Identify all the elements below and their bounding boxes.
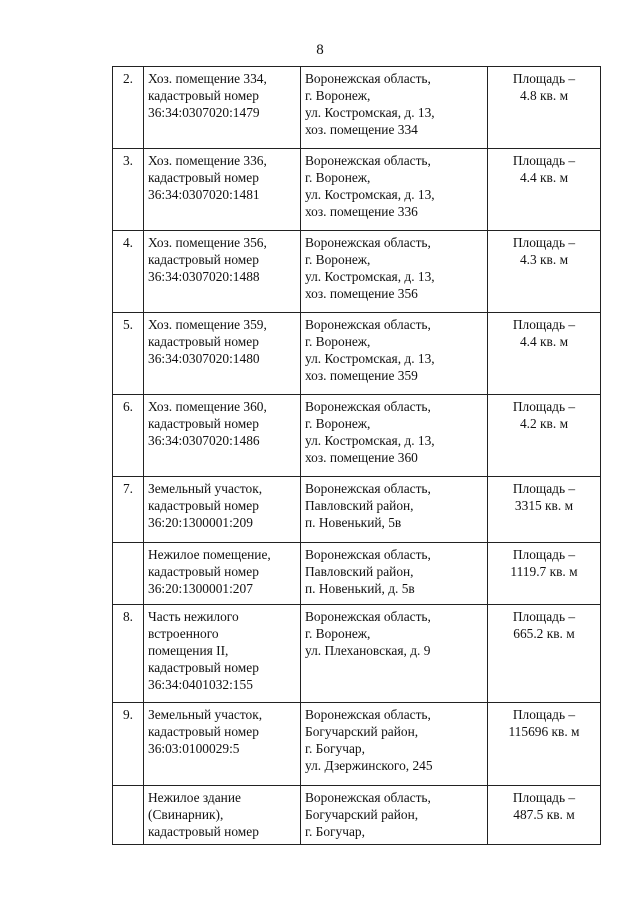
object-line: кадастровый номер xyxy=(148,824,259,839)
object-cell xyxy=(144,149,301,231)
object-line: кадастровый номер xyxy=(148,498,259,513)
address-line: хоз. помещение 359 xyxy=(305,368,418,383)
address-line: Воронежская область, xyxy=(305,547,431,562)
table-row xyxy=(113,786,601,845)
address-line: Воронежская область, xyxy=(305,71,431,86)
object-line: встроенного xyxy=(148,626,219,641)
area-cell xyxy=(488,313,601,395)
area-cell xyxy=(488,395,601,477)
object-line: Нежилое здание xyxy=(148,790,241,805)
object-line: 36:20:1300001:209 xyxy=(148,515,253,530)
address-cell xyxy=(301,605,488,703)
row-number-cell: 6. xyxy=(113,395,144,477)
area-line: 4.4 кв. м xyxy=(519,170,569,185)
area-line: 487.5 кв. м xyxy=(513,807,575,822)
object-cell xyxy=(144,543,301,605)
object-line: кадастровый номер xyxy=(148,724,259,739)
object-line: кадастровый номер xyxy=(148,564,259,579)
property-table xyxy=(112,66,601,845)
row-number-cell: 5. xyxy=(113,313,144,395)
address-line: Павловский район, xyxy=(305,498,414,513)
address-line: г. Богучар, xyxy=(305,824,365,839)
address-line: Воронежская область, xyxy=(305,317,431,332)
area-cell xyxy=(488,605,601,703)
object-line: Хоз. помещение 359, xyxy=(148,317,267,332)
address-line: г. Воронеж, xyxy=(305,252,371,267)
object-line: Земельный участок, xyxy=(148,707,263,722)
address-line: г. Воронеж, xyxy=(305,170,371,185)
address-line: г. Воронеж, xyxy=(305,334,371,349)
area-line: 4.3 кв. м xyxy=(519,252,569,267)
area-line: Площадь – xyxy=(512,317,576,332)
area-line: 4.8 кв. м xyxy=(519,88,569,103)
object-line: Земельный участок, xyxy=(148,481,263,496)
area-line: Площадь – xyxy=(512,790,576,805)
area-line: Площадь – xyxy=(512,481,576,496)
address-line: ул. Плехановская, д. 9 xyxy=(305,643,431,658)
address-cell xyxy=(301,67,488,149)
area-line: 115696 кв. м xyxy=(508,724,580,739)
address-line: Воронежская область, xyxy=(305,399,431,414)
address-cell xyxy=(301,477,488,543)
address-cell xyxy=(301,231,488,313)
area-line: 665.2 кв. м xyxy=(513,626,575,641)
object-line: 36:34:0307020:1479 xyxy=(148,105,260,120)
address-line: Воронежская область, xyxy=(305,235,431,250)
area-cell xyxy=(488,786,601,845)
address-line: ул. Костромская, д. 13, xyxy=(305,433,435,448)
address-line: п. Новенький, д. 5в xyxy=(305,581,415,596)
area-cell xyxy=(488,67,601,149)
address-line: г. Воронеж, xyxy=(305,88,371,103)
table-row xyxy=(113,149,601,231)
area-line: Площадь – xyxy=(512,399,576,414)
address-line: Богучарский район, xyxy=(305,724,419,739)
address-line: хоз. помещение 360 xyxy=(305,450,418,465)
area-line: 3315 кв. м xyxy=(514,498,574,513)
address-line: Павловский район, xyxy=(305,564,414,579)
address-cell xyxy=(301,313,488,395)
object-line: Нежилое помещение, xyxy=(148,547,271,562)
object-line: (Свинарник), xyxy=(148,807,224,822)
object-line: Хоз. помещение 360, xyxy=(148,399,267,414)
object-line: кадастровый номер xyxy=(148,252,259,267)
property-table-body xyxy=(113,67,601,845)
address-cell xyxy=(301,703,488,786)
address-cell xyxy=(301,395,488,477)
address-line: ул. Костромская, д. 13, xyxy=(305,105,435,120)
row-number-cell xyxy=(113,786,144,845)
area-line: Площадь – xyxy=(512,707,576,722)
area-cell xyxy=(488,477,601,543)
object-line: кадастровый номер xyxy=(148,88,259,103)
address-line: г. Воронеж, xyxy=(305,626,371,641)
page-number: 8 xyxy=(316,42,324,58)
object-line: 36:03:0100029:5 xyxy=(148,741,240,756)
address-line: п. Новенький, 5в xyxy=(305,515,402,530)
address-cell xyxy=(301,543,488,605)
address-line: Воронежская область, xyxy=(305,481,431,496)
area-cell xyxy=(488,231,601,313)
table-row xyxy=(113,313,601,395)
area-line: 1119.7 кв. м xyxy=(510,564,578,579)
row-number-cell: 4. xyxy=(113,231,144,313)
table-row xyxy=(113,605,601,703)
area-line: Площадь – xyxy=(512,235,576,250)
object-line: кадастровый номер xyxy=(148,170,259,185)
address-line: ул. Костромская, д. 13, xyxy=(305,187,435,202)
area-line: Площадь – xyxy=(512,71,576,86)
object-cell xyxy=(144,231,301,313)
address-line: ул. Костромская, д. 13, xyxy=(305,269,435,284)
object-line: Хоз. помещение 334, xyxy=(148,71,267,86)
row-number-cell: 3. xyxy=(113,149,144,231)
object-line: 36:34:0307020:1488 xyxy=(148,269,260,284)
object-line: Часть нежилого xyxy=(148,609,239,624)
object-line: кадастровый номер xyxy=(148,416,259,431)
area-line: Площадь – xyxy=(512,547,576,562)
object-line: кадастровый номер xyxy=(148,660,259,675)
area-cell xyxy=(488,543,601,605)
address-line: г. Богучар, xyxy=(305,741,365,756)
object-cell xyxy=(144,477,301,543)
address-line: хоз. помещение 336 xyxy=(305,204,418,219)
address-line: ул. Дзержинского, 245 xyxy=(305,758,433,773)
object-cell xyxy=(144,605,301,703)
object-line: Хоз. помещение 336, xyxy=(148,153,267,168)
address-line: Воронежская область, xyxy=(305,153,431,168)
area-line: 4.2 кв. м xyxy=(519,416,569,431)
address-line: Воронежская область, xyxy=(305,790,431,805)
address-line: ул. Костромская, д. 13, xyxy=(305,351,435,366)
object-line: 36:34:0307020:1480 xyxy=(148,351,260,366)
table-row xyxy=(113,231,601,313)
area-line: 4.4 кв. м xyxy=(519,334,569,349)
table-row xyxy=(113,703,601,786)
address-line: Богучарский район, xyxy=(305,807,419,822)
object-line: 36:20:1300001:207 xyxy=(148,581,253,596)
area-line: Площадь – xyxy=(512,609,576,624)
address-cell xyxy=(301,786,488,845)
area-cell xyxy=(488,149,601,231)
table-row xyxy=(113,543,601,605)
row-number-cell: 8. xyxy=(113,605,144,703)
address-cell xyxy=(301,149,488,231)
address-line: хоз. помещение 334 xyxy=(305,122,418,137)
area-cell xyxy=(488,703,601,786)
address-line: хоз. помещение 356 xyxy=(305,286,418,301)
row-number-cell xyxy=(113,543,144,605)
object-cell xyxy=(144,786,301,845)
object-cell xyxy=(144,313,301,395)
address-line: Воронежская область, xyxy=(305,609,431,624)
area-line: Площадь – xyxy=(512,153,576,168)
object-line: помещения II, xyxy=(148,643,229,658)
object-line: 36:34:0307020:1481 xyxy=(148,187,260,202)
address-line: г. Воронеж, xyxy=(305,416,371,431)
table-row xyxy=(113,67,601,149)
row-number-cell: 7. xyxy=(113,477,144,543)
row-number-cell: 2. xyxy=(113,67,144,149)
object-line: Хоз. помещение 356, xyxy=(148,235,267,250)
address-line: Воронежская область, xyxy=(305,707,431,722)
object-cell xyxy=(144,395,301,477)
row-number-cell: 9. xyxy=(113,703,144,786)
object-line: кадастровый номер xyxy=(148,334,259,349)
table-row xyxy=(113,477,601,543)
object-line: 36:34:0401032:155 xyxy=(148,677,253,692)
object-cell xyxy=(144,703,301,786)
object-cell xyxy=(144,67,301,149)
object-line: 36:34:0307020:1486 xyxy=(148,433,260,448)
table-row xyxy=(113,395,601,477)
